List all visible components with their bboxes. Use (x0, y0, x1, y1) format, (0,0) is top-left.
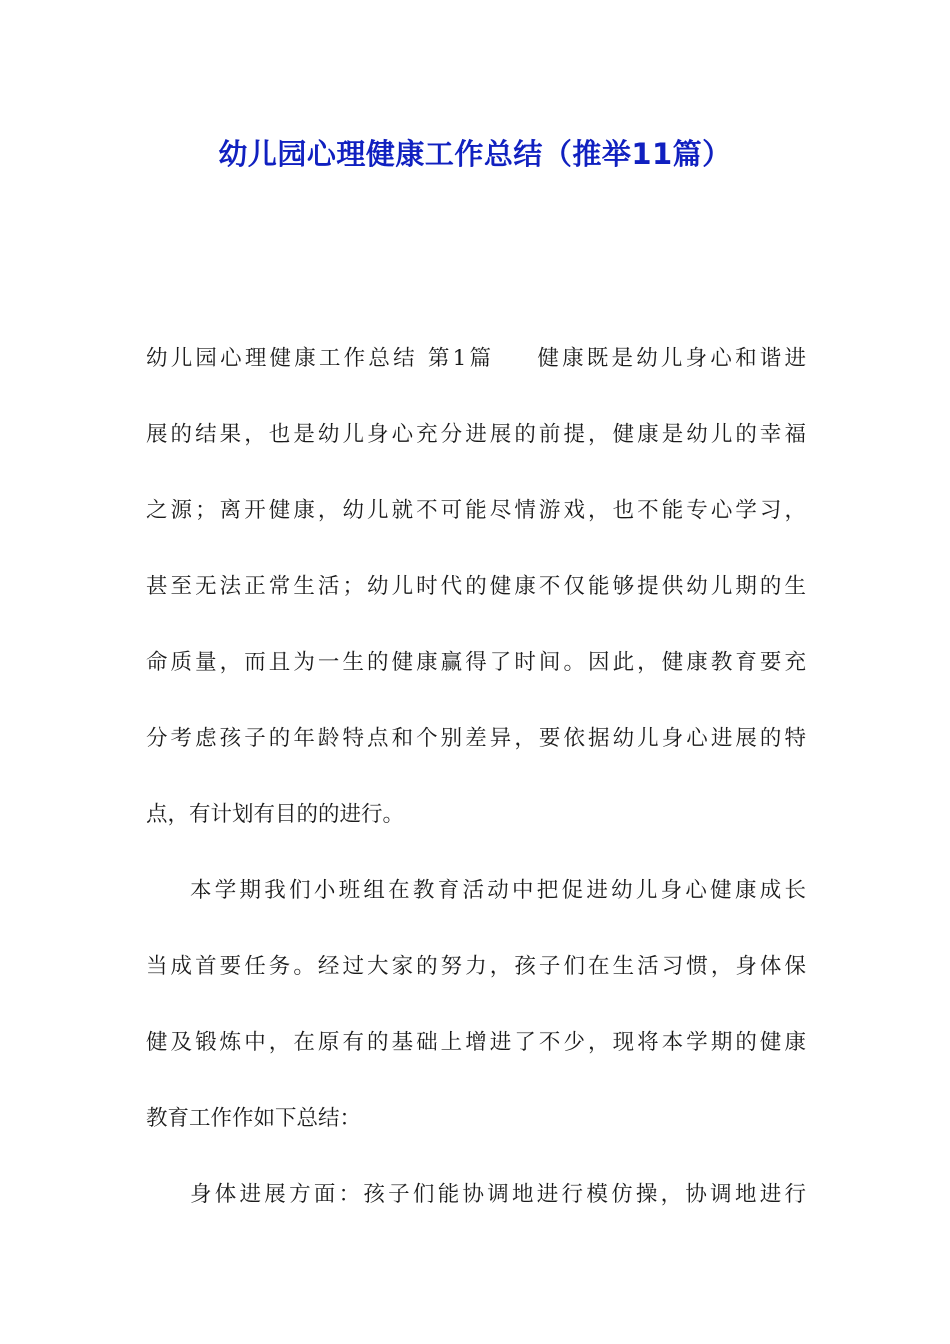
paragraph-line: 分考虑孩子的年龄特点和个别差异，要依据幼儿身心进展的特 (146, 726, 806, 751)
paragraph-1 (146, 340, 806, 834)
document-title: 幼儿园心理健康工作总结（推举11篇） (218, 137, 732, 171)
paragraph-line: 甚至无法正常生活；幼儿时代的健康不仅能够提供幼儿期的生 (146, 574, 806, 599)
paragraph-line (146, 340, 806, 378)
document-body (146, 340, 806, 1252)
paragraph-line: 展的结果，也是幼儿身心充分进展的前提，健康是幼儿的幸福 (146, 422, 806, 447)
paragraph-text: 健康既是幼儿身心和谐进 (534, 346, 806, 371)
paragraph-line: 当成首要任务。经过大家的努力，孩子们在生活习惯，身体保 (146, 954, 806, 979)
paragraph-line: 之源；离开健康，幼儿就不可能尽情游戏，也不能专心学习， (146, 498, 806, 523)
paragraph-line: 本学期我们小班组在教育活动中把促进幼儿身心健康成长 (190, 878, 806, 903)
paragraph-2 (146, 872, 806, 1138)
paragraph-line: 身体进展方面：孩子们能协调地进行模仿操，协调地进行 (190, 1182, 806, 1207)
section-heading: 幼儿园心理健康工作总结 第1篇 (146, 346, 495, 371)
paragraph-line: 教育工作作如下总结： (146, 1106, 362, 1131)
paragraph-line: 点，有计划有目的的进行。 (146, 802, 405, 827)
paragraph-3 (146, 1176, 806, 1214)
paragraph-line: 健及锻炼中，在原有的基础上增进了不少，现将本学期的健康 (146, 1030, 806, 1055)
paragraph-line: 命质量，而且为一生的健康赢得了时间。因此，健康教育要充 (146, 650, 806, 675)
